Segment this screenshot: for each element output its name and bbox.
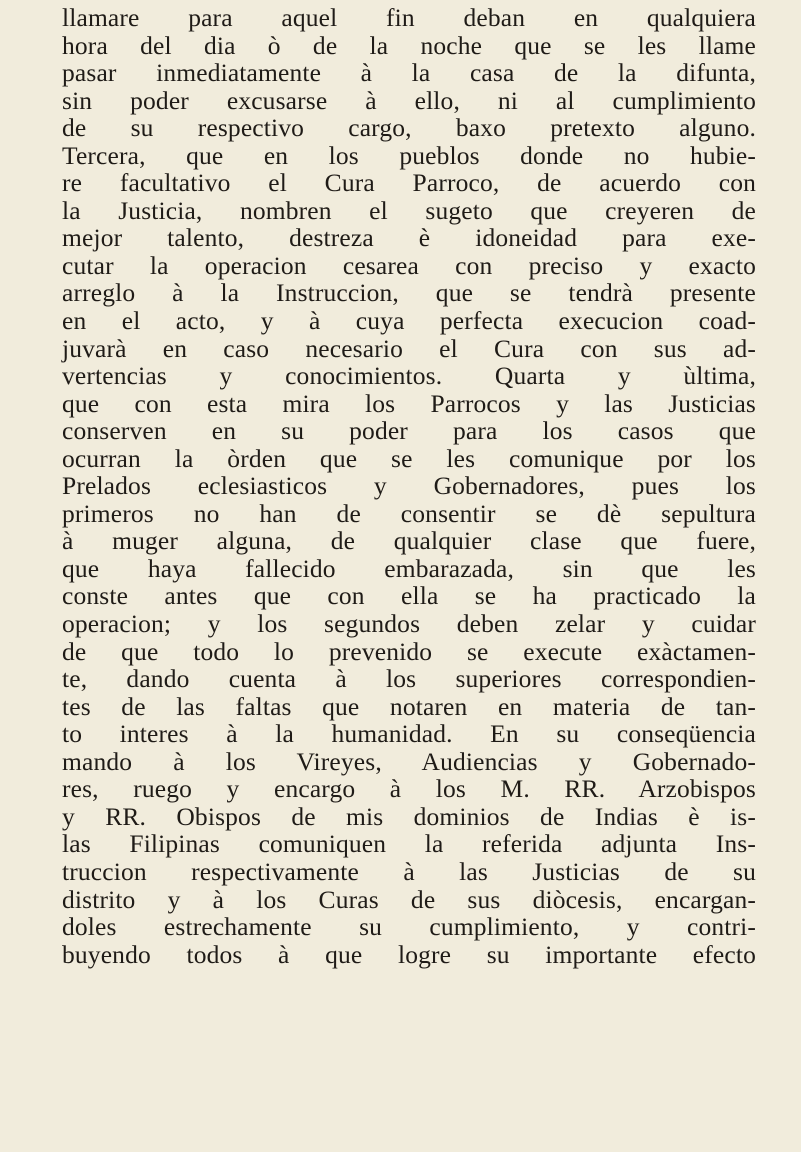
text-line: truccion respectivamente à las Justicias de su (62, 856, 756, 886)
text-line: que haya fallecido embarazada, sin que les (62, 553, 756, 583)
text-line: conste antes que con ella se ha practicado la (62, 581, 756, 611)
text-line: operacion; y los segundos deben zelar y cuidar (62, 609, 756, 639)
text-line: te, dando cuenta à los superiores correspondien- (62, 664, 756, 694)
text-line: sin poder excusarse à ello, ni al cumplimiento (62, 85, 756, 115)
text-line: y RR. Obispos de mis dominios de Indias è is- (62, 801, 756, 831)
text-line: à muger alguna, de qualquier clase que fuere, (62, 526, 756, 556)
text-line: de su respectivo cargo, baxo pretexto alguno. (62, 113, 756, 143)
text-line: vertencias y conocimientos. Quarta y ùltima, (62, 361, 756, 391)
text-line: hora del dia ò de la noche que se les llame (62, 30, 756, 60)
text-line: Prelados eclesiasticos y Gobernadores, pues los (62, 471, 756, 501)
text-line: juvarà en caso necesario el Cura con sus ad- (62, 333, 756, 363)
text-line: arreglo à la Instruccion, que se tendrà presente (62, 278, 756, 308)
text-line: tes de las faltas que notaren en materia de tan- (62, 691, 756, 721)
text-line: las Filipinas comuniquen la referida adjunta Ins- (62, 829, 756, 859)
text-line: doles estrechamente su cumplimiento, y contri- (62, 912, 756, 942)
text-line: pasar inmediatamente à la casa de la difunta, (62, 58, 756, 88)
text-line: ocurran la òrden que se les comunique por los (62, 443, 756, 473)
text-line: llamare para aquel fin deban en qualquiera (62, 3, 756, 32)
text-line: cutar la operacion cesarea con preciso y exacto (62, 250, 756, 280)
text-line: conserven en su poder para los casos que (62, 416, 756, 446)
text-line: to interes à la humanidad. En su conseqüencia (62, 719, 756, 749)
text-line: Tercera, que en los pueblos donde no hubie- (62, 140, 756, 170)
text-line: re facultativo el Cura Parroco, de acuerdo con (62, 168, 756, 198)
text-line: primeros no han de consentir se dè sepultura (62, 498, 756, 528)
text-line: mando à los Vireyes, Audiencias y Gobernado- (62, 746, 756, 776)
text-line: en el acto, y à cuya perfecta execucion coad- (62, 306, 756, 336)
body-text (62, 4, 756, 968)
text-line: la Justicia, nombren el sugeto que creyeren de (62, 195, 756, 225)
text-line: mejor talento, destreza è idoneidad para exe- (62, 223, 756, 253)
text-line: res, ruego y encargo à los M. RR. Arzobispos (62, 774, 756, 804)
text-line: de que todo lo prevenido se execute exàctamen- (62, 636, 756, 666)
text-line: distrito y à los Curas de sus diòcesis, encargan- (62, 884, 756, 914)
text-line: que con esta mira los Parrocos y las Justicias (62, 388, 756, 418)
text-line: buyendo todos à que logre su importante efecto (62, 939, 756, 969)
